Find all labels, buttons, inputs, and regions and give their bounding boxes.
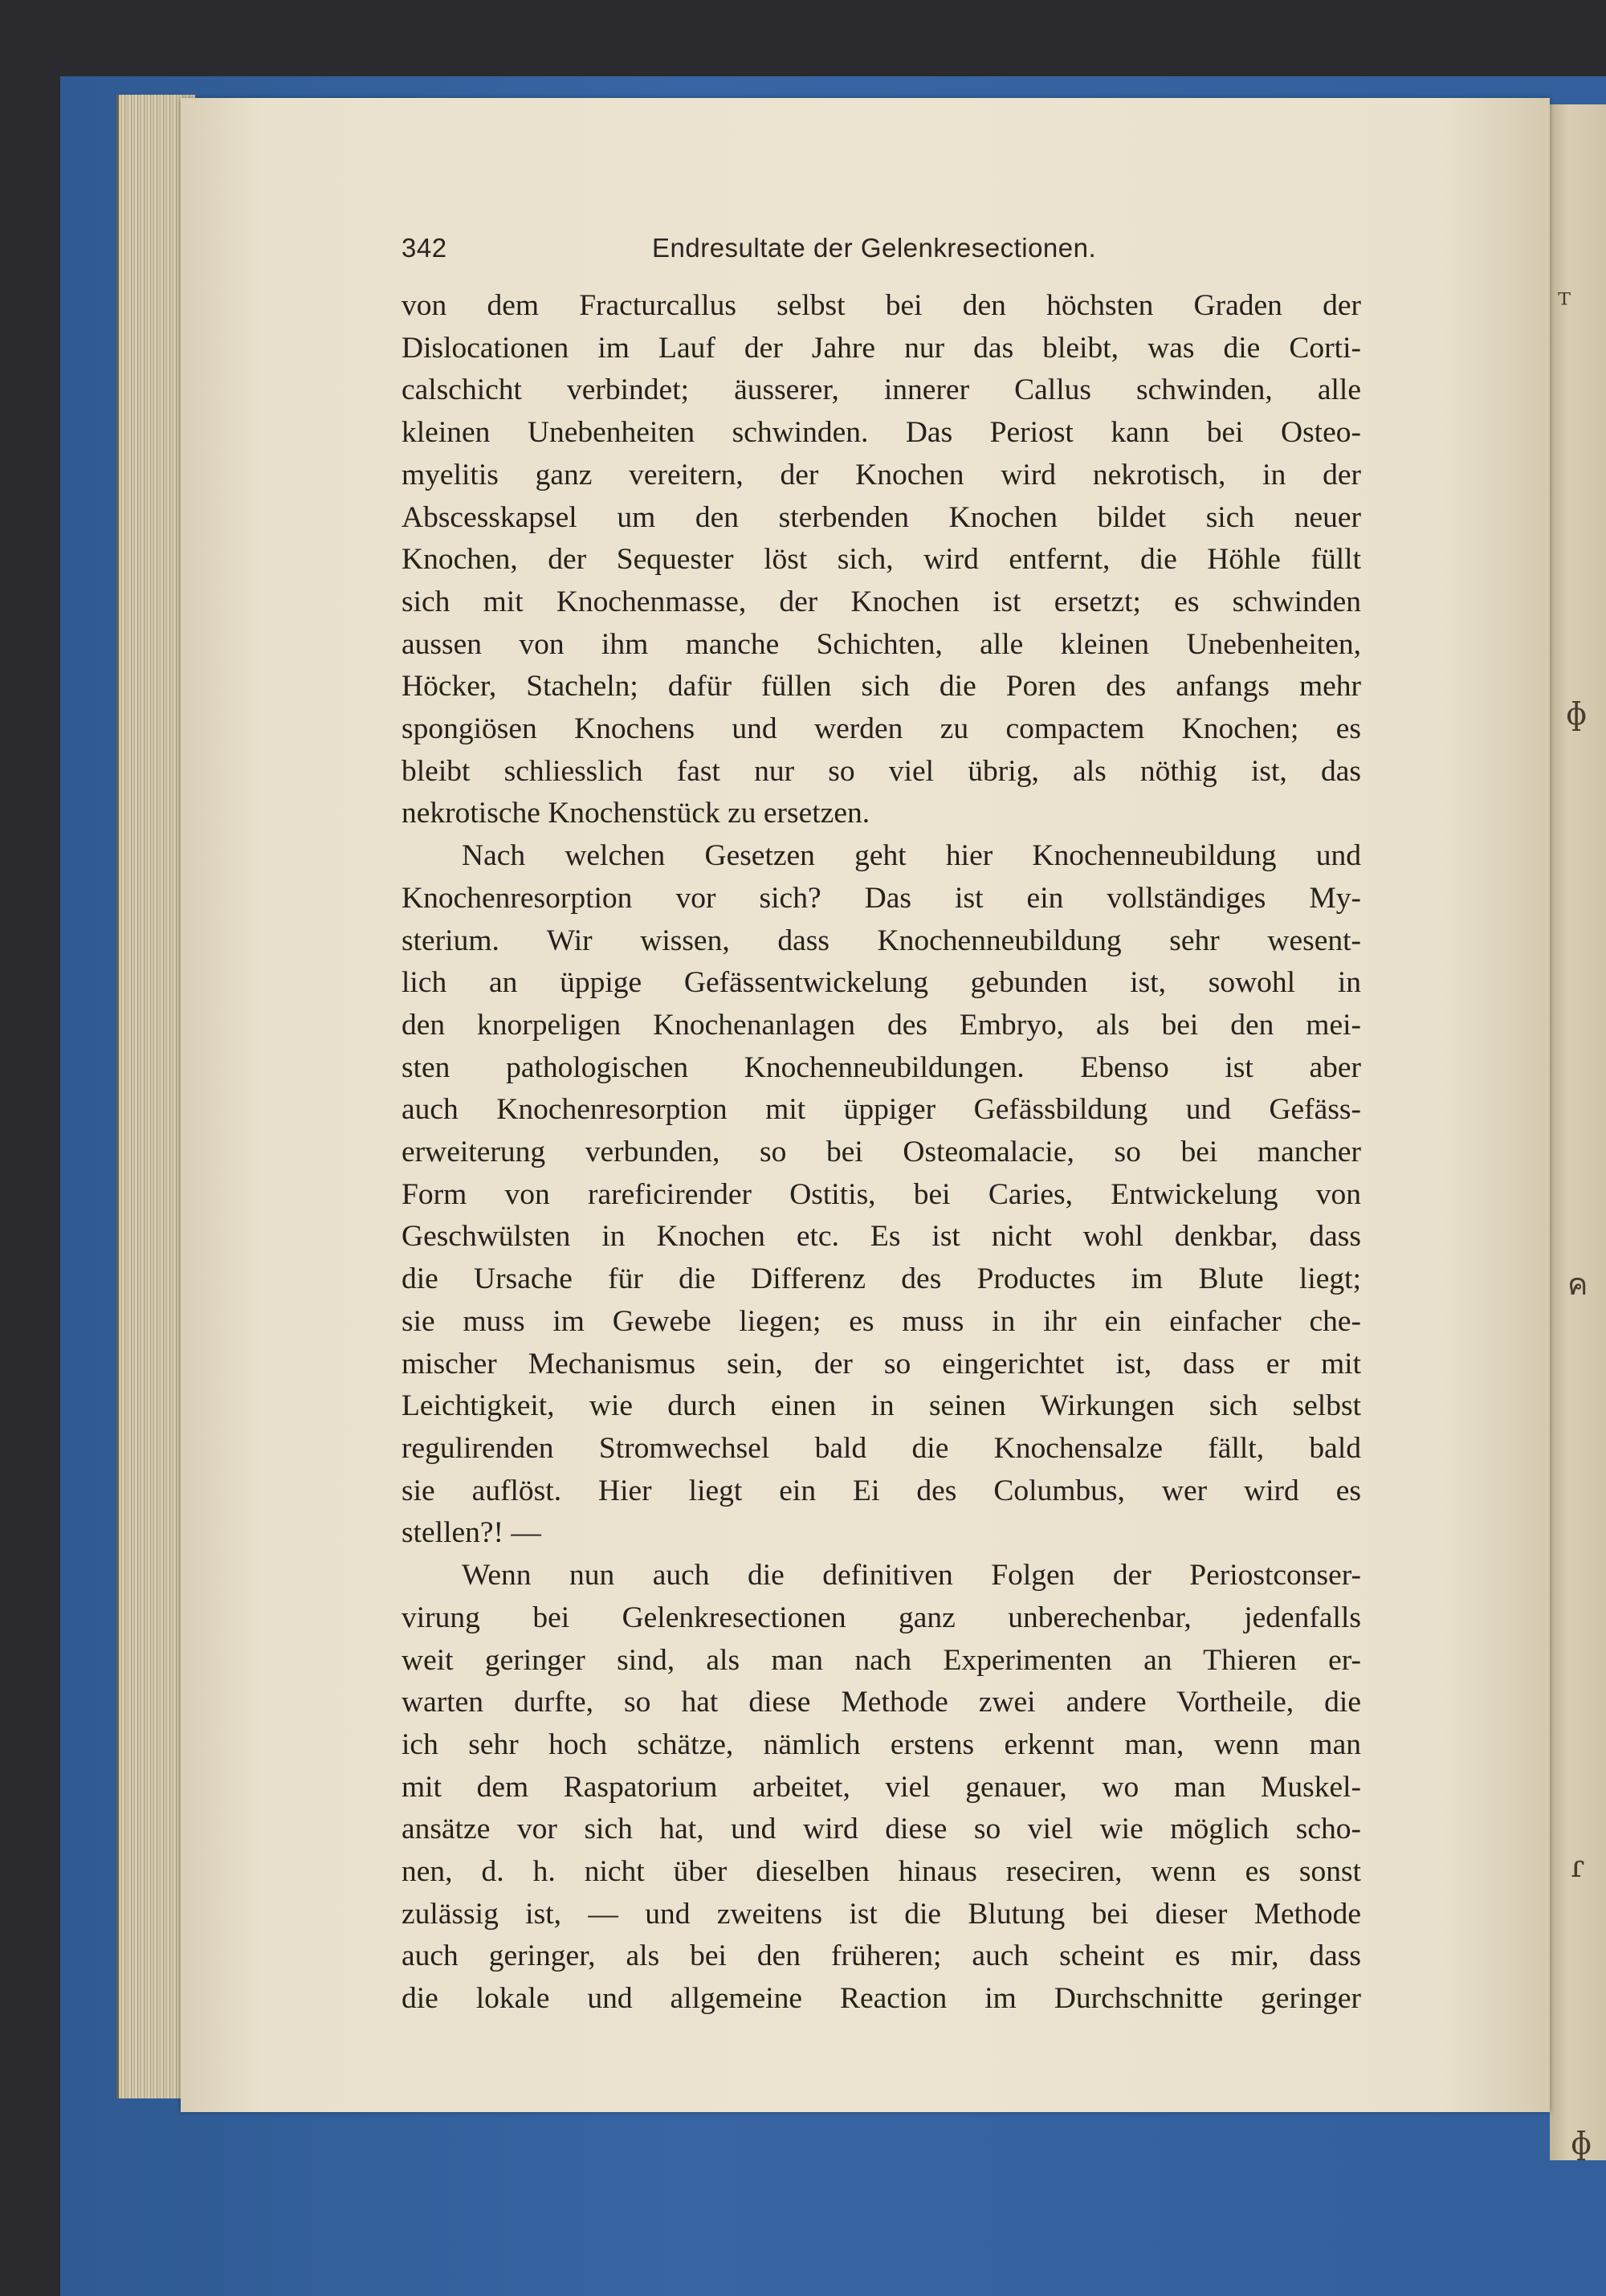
facing-page-glyph: ค (1567, 1266, 1588, 1302)
facing-page-glyph: ɸ (1566, 696, 1588, 732)
text-line: von dem Fracturcallus selbst bei den höchsten Graden der (402, 289, 1361, 322)
text-line: die Ursache für die Differenz des Productes im Blute liegt; (402, 1262, 1361, 1296)
text-line: Höcker, Stacheln; dafür füllen sich die Poren des anfangs mehr (402, 670, 1361, 703)
text-line: lich an üppige Gefässentwickelung gebunden ist, sowohl in (402, 966, 1361, 1000)
text-line: bleibt schliesslich fast nur so viel übrig, als nöthig ist, das (402, 754, 1361, 788)
text-line: Knochen, der Sequester löst sich, wird entfernt, die Höhle füllt (402, 543, 1361, 577)
facing-page-edge (1550, 104, 1606, 2160)
text-line: zulässig ist, — und zweitens ist die Blutung bei dieser Methode (402, 1897, 1361, 1931)
text-line-paragraph-end: stellen?! — (402, 1516, 541, 1550)
text-line: virung bei Gelenkresectionen ganz unberechenbar, jedenfalls (402, 1601, 1361, 1634)
text-line: weit geringer sind, als man nach Experimenten an Thieren er- (402, 1643, 1361, 1677)
text-line: sie auflöst. Hier liegt ein Ei des Columbus, wer wird es (402, 1474, 1361, 1507)
text-line: regulirenden Stromwechsel bald die Knochensalze fällt, bald (402, 1431, 1361, 1465)
text-line: Form von rareficirender Ostitis, bei Caries, Entwickelung von (402, 1177, 1361, 1211)
text-line: sterium. Wir wissen, dass Knochenneubildung sehr wesent- (402, 924, 1361, 957)
text-line: auch geringer, als bei den früheren; auch scheint es mir, dass (402, 1939, 1361, 1973)
text-line: den knorpeligen Knochenanlagen des Embryo, als bei den mei- (402, 1008, 1361, 1042)
text-line: calschicht verbindet; äusserer, innerer Callus schwinden, alle (402, 373, 1361, 407)
text-line: kleinen Unebenheiten schwinden. Das Periost kann bei Osteo- (402, 416, 1361, 450)
text-line: aussen von ihm manche Schichten, alle kleinen Unebenheiten, (402, 627, 1361, 661)
page-header (402, 233, 1361, 273)
text-line: mit dem Raspatorium arbeitet, viel genauer, wo man Muskel- (402, 1770, 1361, 1804)
text-line: sie muss im Gewebe liegen; es muss in ihr ein einfacher che- (402, 1304, 1361, 1338)
text-line: sich mit Knochenmasse, der Knochen ist ersetzt; es schwinden (402, 585, 1361, 618)
text-line: mischer Mechanismus sein, der so eingerichtet ist, dass er mit (402, 1347, 1361, 1380)
facing-page-glyph: ᵀ (1558, 287, 1571, 322)
text-line: ich sehr hoch schätze, nämlich erstens erkennt man, wenn man (402, 1727, 1361, 1761)
text-line: sten pathologischen Knochenneubildungen. Ebenso ist aber (402, 1050, 1361, 1084)
text-line-paragraph-start: Nach welchen Gesetzen geht hier Knochenneubildung und (462, 839, 1361, 873)
text-line: ansätze vor sich hat, und wird diese so viel wie möglich scho- (402, 1813, 1361, 1846)
text-line: die lokale und allgemeine Reaction im Durchschnitte geringer (402, 1982, 1361, 2016)
facing-page-glyph: ɸ (1571, 2126, 1592, 2161)
text-line: Abscesskapsel um den sterbenden Knochen bildet sich neuer (402, 500, 1361, 534)
text-line: auch Knochenresorption mit üppiger Gefässbildung und Gefäss- (402, 1093, 1361, 1127)
text-line-paragraph-start: Wenn nun auch die definitiven Folgen der Periostconser- (462, 1559, 1361, 1593)
text-line: Leichtigkeit, wie durch einen in seinen Wirkungen sich selbst (402, 1389, 1361, 1423)
text-line: spongiösen Knochens und werden zu compactem Knochen; es (402, 712, 1361, 746)
running-title: Endresultate der Gelenkresectionen. (652, 233, 1097, 263)
page-body-text (402, 285, 1361, 2021)
page-number: 342 (402, 233, 447, 263)
text-line: warten durfte, so hat diese Methode zwei andere Vortheile, die (402, 1686, 1361, 1719)
text-line: Dislocationen im Lauf der Jahre nur das bleibt, was die Corti- (402, 331, 1361, 365)
facing-page-glyph: ɾ (1571, 1849, 1585, 1884)
text-line: Geschwülsten in Knochen etc. Es ist nicht wohl denkbar, dass (402, 1220, 1361, 1254)
text-line: nen, d. h. nicht über dieselben hinaus reseciren, wenn es sonst (402, 1855, 1361, 1889)
text-line: myelitis ganz vereitern, der Knochen wird nekrotisch, in der (402, 458, 1361, 491)
text-line-paragraph-end: nekrotische Knochenstück zu ersetzen. (402, 797, 870, 830)
text-line: erweiterung verbunden, so bei Osteomalacie, so bei mancher (402, 1136, 1361, 1169)
text-line: Knochenresorption vor sich? Das ist ein vollständiges My- (402, 881, 1361, 915)
